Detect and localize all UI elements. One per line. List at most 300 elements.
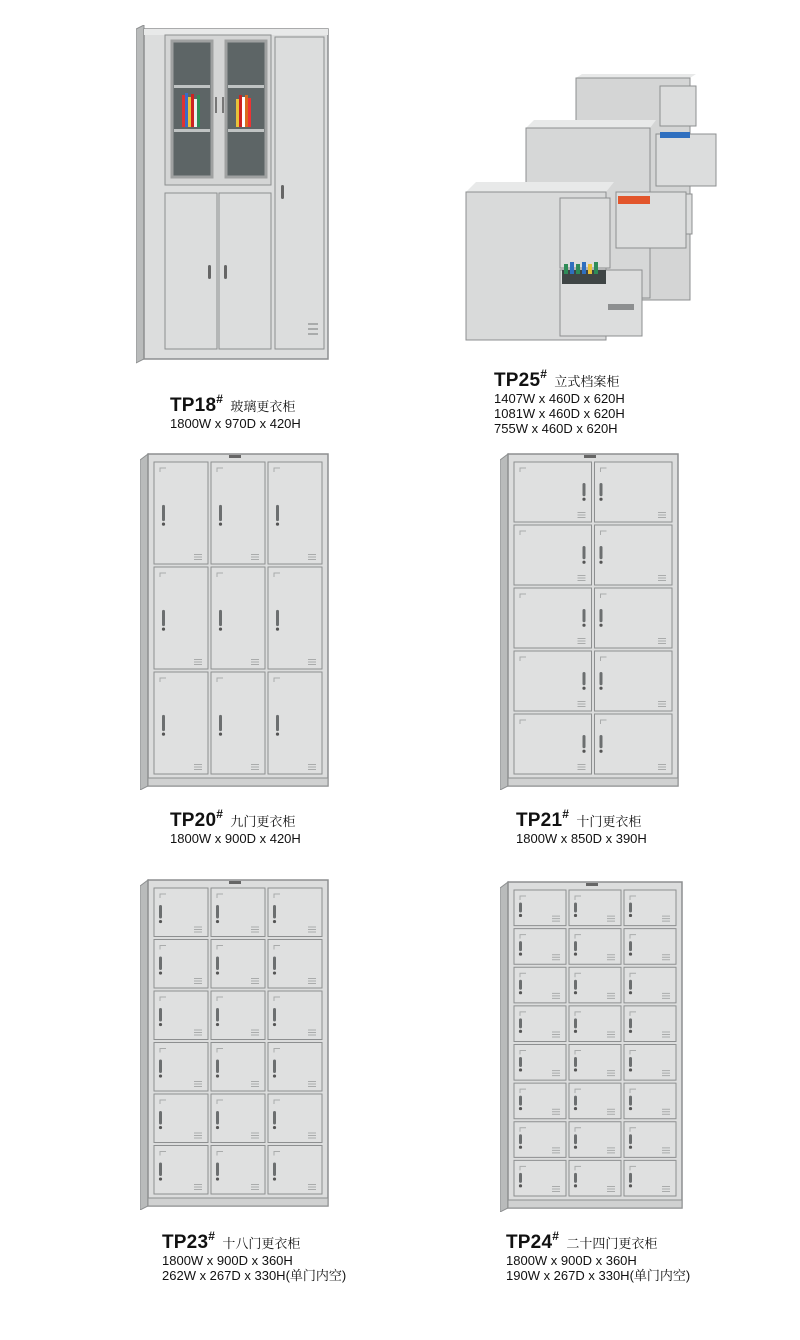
door-handle — [159, 956, 162, 970]
vent-slot — [194, 664, 202, 665]
vent-slot — [251, 1081, 259, 1082]
door-lock — [216, 1177, 219, 1180]
vent-slot — [552, 921, 560, 922]
vent-slot — [251, 559, 259, 560]
door-handle — [276, 715, 279, 731]
vent-slot — [251, 978, 259, 979]
tp20-cabinet-image — [140, 452, 330, 790]
door-lock — [574, 1030, 577, 1033]
vent-slot — [658, 701, 666, 702]
vent-slot — [308, 978, 316, 979]
vent-slot — [658, 638, 666, 639]
vent-slot — [251, 557, 259, 558]
door-handle — [219, 505, 222, 521]
vent-slot — [194, 557, 202, 558]
vent-slot — [194, 559, 202, 560]
vent-slot — [194, 1135, 202, 1136]
vent-slot — [552, 954, 560, 955]
door-lock — [159, 1023, 162, 1026]
door-handle — [600, 609, 603, 622]
vent-slot — [308, 559, 316, 560]
door-handle — [276, 610, 279, 626]
vent-slot — [308, 927, 316, 928]
vent-slot — [194, 659, 202, 660]
cabinet-base — [508, 1200, 682, 1208]
product-mark: # — [216, 392, 223, 406]
door-handle — [273, 1111, 276, 1125]
door-handle — [574, 1173, 577, 1183]
door-handle — [519, 1018, 522, 1028]
tp21-caption — [516, 808, 647, 847]
door-handle — [273, 1008, 276, 1022]
vent-slot — [251, 769, 259, 770]
door-lock — [159, 920, 162, 923]
vent-slot — [578, 643, 586, 644]
door-lock — [276, 628, 279, 631]
vent-slot — [251, 932, 259, 933]
product-dimensions: 1407W x 460D x 620H — [494, 390, 625, 406]
vent-slot — [607, 1186, 615, 1187]
vent-slot — [578, 517, 586, 518]
door-lock — [629, 952, 632, 955]
door-lock — [519, 1030, 522, 1033]
vent-slot — [308, 1035, 316, 1036]
cabinet-side — [500, 882, 508, 1212]
door-lock — [629, 1184, 632, 1187]
tp20-caption — [170, 808, 301, 847]
door-handle — [574, 1057, 577, 1067]
vent-slot — [308, 554, 316, 555]
vent-slot — [662, 916, 670, 917]
door-handle — [162, 715, 165, 731]
door-handle — [519, 1096, 522, 1106]
vent-slot — [578, 638, 586, 639]
door-lock — [582, 624, 585, 627]
vent-slot — [607, 1075, 615, 1076]
vent-slot — [658, 580, 666, 581]
vent-slot — [251, 1030, 259, 1031]
vent-slot — [552, 1150, 560, 1151]
vent-slot — [607, 1191, 615, 1192]
door-handle — [629, 1173, 632, 1183]
door-handle — [629, 1096, 632, 1106]
vent-slot — [658, 578, 666, 579]
door-lock — [519, 1107, 522, 1110]
vent-slot — [552, 1037, 560, 1038]
door-lock — [582, 687, 585, 690]
door-handle — [273, 1162, 276, 1176]
vent-slot — [251, 554, 259, 555]
product-name: 立式档案柜 — [554, 375, 620, 390]
vent-slot — [662, 1109, 670, 1110]
door-lock — [273, 971, 276, 974]
product-dimensions: 190W x 267D x 330H(单门内空) — [506, 1267, 691, 1283]
product-code: TP21 — [516, 810, 563, 831]
vent-slot — [194, 1081, 202, 1082]
vent-slot — [658, 643, 666, 644]
vent-slot — [578, 641, 586, 642]
vent-slot — [308, 767, 316, 768]
vent-slot — [658, 767, 666, 768]
vent-slot — [552, 1075, 560, 1076]
vent-slot — [194, 1032, 202, 1033]
vent-slot — [658, 515, 666, 516]
vent-slot — [194, 927, 202, 928]
door-handle — [216, 1111, 219, 1125]
vent-slot — [552, 1111, 560, 1112]
door-handle — [273, 956, 276, 970]
vent-slot — [658, 517, 666, 518]
door-handle — [219, 610, 222, 626]
lock-plate — [229, 881, 241, 884]
vent-slot — [662, 1114, 670, 1115]
vent-slot — [308, 1081, 316, 1082]
vent-slot — [251, 659, 259, 660]
vent-slot — [662, 921, 670, 922]
vent-slot — [607, 1109, 615, 1110]
vent-slot — [662, 1147, 670, 1148]
door-lock — [162, 628, 165, 631]
door-handle — [629, 980, 632, 990]
product-mark: # — [562, 807, 569, 821]
vent-slot — [194, 1187, 202, 1188]
cabinet-side — [500, 454, 508, 790]
vent-slot — [578, 575, 586, 576]
vent-slot — [607, 1189, 615, 1190]
door-handle — [162, 505, 165, 521]
door-handle — [159, 1111, 162, 1125]
door-handle — [219, 715, 222, 731]
vent-slot — [607, 993, 615, 994]
door-handle — [159, 905, 162, 919]
door-lock — [273, 1177, 276, 1180]
product-mark: # — [216, 807, 223, 821]
door-lock — [599, 498, 602, 501]
vent-slot — [578, 764, 586, 765]
vent-slot — [552, 957, 560, 958]
vent-slot — [308, 1084, 316, 1085]
door-lock — [216, 1023, 219, 1026]
vent-slot — [607, 954, 615, 955]
door-lock — [216, 1074, 219, 1077]
vent-slot — [607, 1073, 615, 1074]
door-handle — [216, 956, 219, 970]
vent-slot — [251, 1189, 259, 1190]
product-name: 玻璃更衣柜 — [230, 400, 296, 415]
tp23-cabinet-image — [140, 878, 330, 1210]
door-lock — [574, 991, 577, 994]
door-lock — [519, 914, 522, 917]
vent-slot — [607, 1037, 615, 1038]
vent-slot — [308, 1133, 316, 1134]
door-lock — [273, 1074, 276, 1077]
tp25-cabinet-image — [464, 74, 720, 346]
vent-slot — [308, 662, 316, 663]
door-handle — [519, 1134, 522, 1144]
door-handle — [574, 941, 577, 951]
door-handle — [600, 735, 603, 748]
vent-slot — [578, 706, 586, 707]
door-handle — [629, 902, 632, 912]
door-lock — [216, 920, 219, 923]
door-lock — [574, 1184, 577, 1187]
vent-slot — [308, 659, 316, 660]
vent-slot — [251, 764, 259, 765]
vent-slot — [194, 769, 202, 770]
door-lock — [159, 1126, 162, 1129]
product-name: 九门更衣柜 — [230, 815, 296, 830]
vent-slot — [607, 1152, 615, 1153]
vent-slot — [251, 983, 259, 984]
door-lock — [159, 1177, 162, 1180]
vent-slot — [578, 578, 586, 579]
vent-slot — [308, 1086, 316, 1087]
door-lock — [574, 1107, 577, 1110]
vent-slot — [308, 1030, 316, 1031]
door-lock — [519, 1184, 522, 1187]
product-dimensions: 1800W x 900D x 360H — [506, 1252, 637, 1268]
vent-slot — [552, 995, 560, 996]
vent-slot — [308, 932, 316, 933]
vent-slot — [607, 1114, 615, 1115]
vent-slot — [194, 1086, 202, 1087]
vent-slot — [662, 1152, 670, 1153]
door-handle — [600, 672, 603, 685]
product-name: 十门更衣柜 — [576, 815, 642, 830]
vent-slot — [578, 704, 586, 705]
vent-slot — [194, 1184, 202, 1185]
vent-slot — [194, 932, 202, 933]
door-handle — [273, 905, 276, 919]
vent-slot — [658, 704, 666, 705]
vent-slot — [658, 769, 666, 770]
vent-slot — [662, 1150, 670, 1151]
vent-slot — [662, 1075, 670, 1076]
door-lock — [574, 1068, 577, 1071]
vent-slot — [194, 1189, 202, 1190]
door-handle — [629, 1018, 632, 1028]
door-handle — [216, 905, 219, 919]
vent-slot — [607, 1032, 615, 1033]
door-handle — [583, 735, 586, 748]
vent-slot — [194, 978, 202, 979]
door-lock — [574, 914, 577, 917]
door-lock — [159, 971, 162, 974]
vent-slot — [662, 993, 670, 994]
vent-slot — [194, 554, 202, 555]
door-handle — [276, 505, 279, 521]
product-code: TP18 — [170, 395, 217, 416]
door-lock — [216, 971, 219, 974]
vent-slot — [578, 512, 586, 513]
vent-slot — [251, 927, 259, 928]
door-handle — [216, 1162, 219, 1176]
vent-slot — [194, 983, 202, 984]
vent-slot — [662, 1186, 670, 1187]
product-name: 十八门更衣柜 — [222, 1237, 301, 1252]
vent-slot — [662, 1189, 670, 1190]
vent-slot — [251, 929, 259, 930]
door-lock — [599, 624, 602, 627]
vent-slot — [308, 1135, 316, 1136]
door-handle — [583, 546, 586, 559]
door-handle — [583, 609, 586, 622]
door-handle — [629, 941, 632, 951]
product-code: TP20 — [170, 810, 217, 831]
door-lock — [273, 1126, 276, 1129]
vent-slot — [607, 957, 615, 958]
vent-slot — [251, 1133, 259, 1134]
door-handle — [519, 902, 522, 912]
vent-slot — [607, 916, 615, 917]
lock-plate — [584, 455, 596, 458]
vent-slot — [194, 764, 202, 765]
vent-slot — [552, 1186, 560, 1187]
vent-slot — [552, 1109, 560, 1110]
door-lock — [519, 1146, 522, 1149]
door-lock — [582, 561, 585, 564]
tp18-caption — [170, 393, 301, 432]
product-dimensions: 1081W x 460D x 620H — [494, 405, 625, 421]
door-lock — [216, 1126, 219, 1129]
vent-slot — [662, 954, 670, 955]
vent-slot — [607, 918, 615, 919]
vent-slot — [552, 1070, 560, 1071]
vent-slot — [552, 1152, 560, 1153]
product-mark: # — [552, 1229, 559, 1243]
vent-slot — [607, 1070, 615, 1071]
cabinet-base — [508, 778, 678, 786]
lock-plate — [229, 455, 241, 458]
door-lock — [519, 991, 522, 994]
door-handle — [600, 483, 603, 496]
vent-slot — [194, 1133, 202, 1134]
tp18-cabinet-image — [136, 25, 332, 365]
vent-slot — [552, 1114, 560, 1115]
door-handle — [629, 1057, 632, 1067]
cabinet-base — [148, 1198, 328, 1206]
vent-slot — [658, 641, 666, 642]
vent-slot — [194, 1084, 202, 1085]
vent-slot — [308, 1032, 316, 1033]
door-handle — [583, 672, 586, 685]
vent-slot — [194, 981, 202, 982]
door-lock — [629, 991, 632, 994]
door-lock — [599, 561, 602, 564]
vent-slot — [552, 1032, 560, 1033]
door-handle — [216, 1059, 219, 1073]
door-lock — [629, 1146, 632, 1149]
door-lock — [599, 687, 602, 690]
product-dimensions: 1800W x 970D x 420H — [170, 415, 301, 431]
vent-slot — [308, 769, 316, 770]
door-lock — [574, 1146, 577, 1149]
vent-slot — [662, 957, 670, 958]
door-handle — [273, 1059, 276, 1073]
door-handle — [519, 1173, 522, 1183]
product-code: TP25 — [494, 370, 541, 391]
door-lock — [273, 1023, 276, 1026]
vent-slot — [308, 764, 316, 765]
vent-slot — [607, 1147, 615, 1148]
vent-slot — [578, 701, 586, 702]
tp25-caption — [494, 368, 625, 437]
vent-slot — [607, 1111, 615, 1112]
vent-slot — [194, 1030, 202, 1031]
door-lock — [159, 1074, 162, 1077]
cabinet-side — [140, 454, 148, 790]
door-handle — [574, 1096, 577, 1106]
vent-slot — [607, 1150, 615, 1151]
tp23-caption — [162, 1230, 346, 1284]
vent-slot — [194, 767, 202, 768]
product-name: 二十四门更衣柜 — [566, 1237, 658, 1252]
door-lock — [574, 952, 577, 955]
tp24-caption — [506, 1230, 690, 1284]
product-dimensions: 262W x 267D x 330H(单门内空) — [162, 1267, 347, 1283]
vent-slot — [552, 1189, 560, 1190]
door-handle — [162, 610, 165, 626]
door-lock — [629, 914, 632, 917]
vent-slot — [194, 662, 202, 663]
door-lock — [162, 523, 165, 526]
door-handle — [574, 1134, 577, 1144]
vent-slot — [308, 1189, 316, 1190]
vent-slot — [607, 921, 615, 922]
vent-slot — [552, 918, 560, 919]
vent-slot — [194, 929, 202, 930]
vent-slot — [308, 557, 316, 558]
vent-slot — [607, 1034, 615, 1035]
door-handle — [574, 980, 577, 990]
vent-slot — [607, 995, 615, 996]
vent-slot — [662, 1191, 670, 1192]
vent-slot — [251, 981, 259, 982]
vent-slot — [251, 1184, 259, 1185]
vent-slot — [251, 664, 259, 665]
door-handle — [159, 1059, 162, 1073]
product-code: TP23 — [162, 1232, 209, 1253]
door-handle — [583, 483, 586, 496]
door-lock — [273, 920, 276, 923]
vent-slot — [552, 1073, 560, 1074]
vent-slot — [194, 1035, 202, 1036]
tp21-cabinet-image — [500, 452, 680, 790]
lock-plate — [586, 883, 598, 886]
product-dimensions: 755W x 460D x 620H — [494, 420, 618, 436]
vent-slot — [308, 664, 316, 665]
door-handle — [600, 546, 603, 559]
cabinet-side — [140, 880, 148, 1210]
door-handle — [216, 1008, 219, 1022]
door-handle — [159, 1008, 162, 1022]
vent-slot — [251, 767, 259, 768]
product-dimensions: 1800W x 900D x 360H — [162, 1252, 293, 1268]
vent-slot — [251, 1187, 259, 1188]
vent-slot — [662, 995, 670, 996]
vent-slot — [658, 512, 666, 513]
door-handle — [519, 980, 522, 990]
product-dimensions: 1800W x 850D x 390H — [516, 830, 647, 846]
vent-slot — [552, 998, 560, 999]
vent-slot — [607, 998, 615, 999]
vent-slot — [552, 1191, 560, 1192]
door-handle — [574, 1018, 577, 1028]
product-mark: # — [208, 1229, 215, 1243]
door-lock — [162, 733, 165, 736]
door-handle — [574, 902, 577, 912]
vent-slot — [662, 1037, 670, 1038]
